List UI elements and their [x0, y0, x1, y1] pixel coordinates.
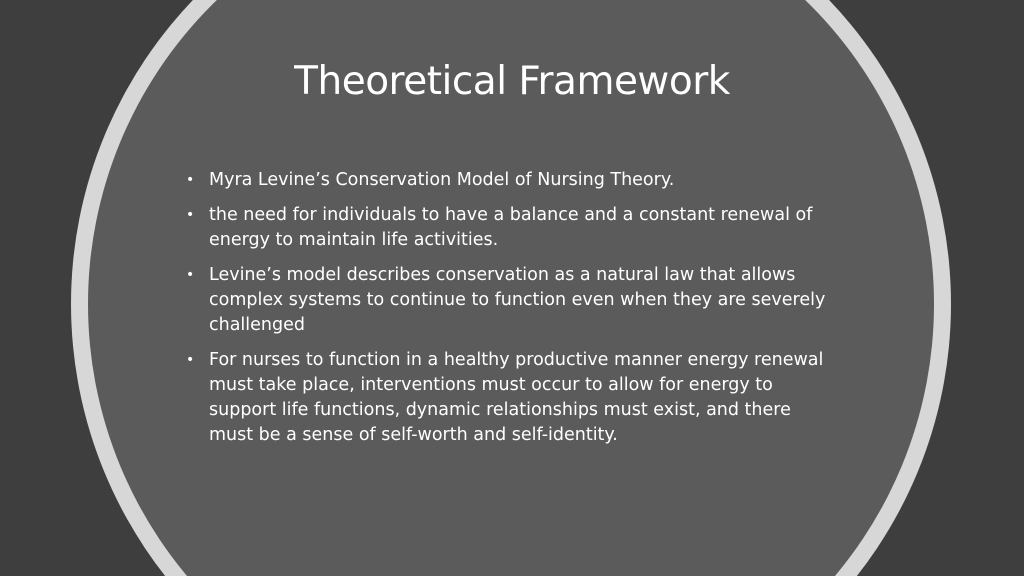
slide-title: Theoretical Framework [294, 59, 730, 104]
bullet-icon: • [186, 172, 195, 188]
bullet-text: Levine’s model describes conservation as a natural law that allows complex systems to continue to function even when they are severely challenged [209, 265, 826, 335]
bullet-item [186, 203, 834, 253]
bullet-icon: • [186, 207, 195, 223]
bullet-icon: • [186, 352, 195, 368]
bullet-item [186, 348, 834, 448]
bullet-item [186, 263, 834, 338]
bullet-list [186, 168, 834, 458]
bullet-text: For nurses to function in a healthy productive manner energy renewal must take place, interventions must occur to allow for energy to support life functions, dynamic relationships must exist, and there must be a sense of self-worth and self-identity. [209, 350, 824, 445]
bullet-text: Myra Levine’s Conservation Model of Nursing Theory. [209, 170, 675, 190]
bullet-text: the need for individuals to have a balance and a constant renewal of energy to maintain life activities. [209, 205, 813, 250]
bullet-item [186, 168, 834, 193]
bullet-icon: • [186, 267, 195, 283]
